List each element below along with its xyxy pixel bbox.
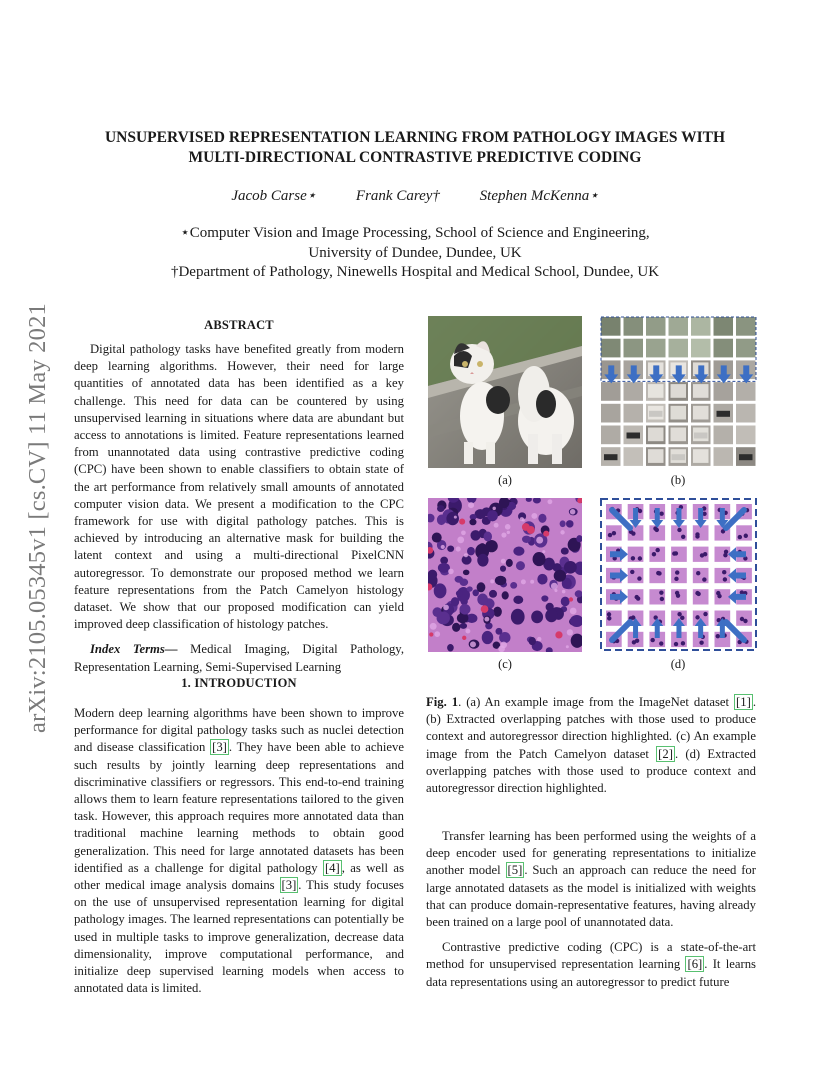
nucleus (541, 595, 548, 601)
image-patch-detail (671, 406, 687, 420)
nucleus (554, 570, 566, 582)
image-patch (601, 426, 621, 445)
cell-highlight (554, 589, 557, 592)
image-patch-detail (648, 384, 664, 398)
image-patch (714, 426, 734, 445)
cell-highlight (537, 637, 541, 641)
image-patch-detail (648, 449, 664, 463)
cell-highlight (470, 641, 476, 647)
nucleus (470, 530, 480, 540)
nucleus (502, 591, 509, 599)
nucleus (695, 532, 699, 536)
caption-part: . (b) Extracted overlapping patches with those used to produce context and autoregressor direction highlighted. (c) An example image from the Patch Camelyon dataset (426, 695, 756, 761)
red-cell (459, 519, 465, 525)
histology-patch (715, 568, 731, 583)
nucleus (716, 634, 720, 638)
nucleus (452, 623, 460, 632)
arrow-up-icon (720, 624, 725, 638)
cell-highlight (456, 547, 461, 552)
nucleus (516, 561, 525, 570)
cell-highlight (443, 605, 449, 611)
image-patch (714, 339, 734, 358)
paragraph (426, 939, 756, 991)
nucleus (608, 533, 612, 537)
nucleus (607, 612, 611, 616)
image-patch (646, 317, 666, 336)
nucleus (564, 561, 577, 574)
image-patch-detail (717, 411, 731, 417)
subfigure-label-b: (b) (670, 473, 686, 487)
nucleus (650, 638, 654, 642)
image-patch (691, 317, 711, 336)
nucleus (510, 582, 517, 589)
cell-highlight (484, 617, 489, 622)
cell-highlight (562, 590, 566, 594)
image-patch (646, 339, 666, 358)
abstract-section (74, 318, 404, 676)
cell-highlight (505, 524, 511, 530)
intro-heading: 1. INTRODUCTION (181, 676, 297, 690)
image-patch-detail (693, 449, 709, 463)
nucleus (717, 594, 721, 598)
citation-link[interactable]: [2] (658, 746, 673, 761)
author: Frank Carey† (355, 188, 440, 204)
arrow-down-icon (633, 508, 638, 522)
index-terms-text: Medical Imaging, Digital Pathology, Representation Learning, Semi-Supervised Learning (74, 642, 404, 674)
nucleus (434, 583, 447, 598)
nucleus (522, 536, 531, 543)
image-patch (714, 382, 734, 401)
nucleus (432, 532, 442, 542)
nucleus (659, 511, 663, 515)
image-patch (691, 339, 711, 358)
cell-highlight (493, 507, 496, 510)
image-patch (624, 447, 644, 466)
image-patch (669, 339, 689, 358)
arrow-up-icon (655, 624, 660, 638)
nucleus (456, 590, 463, 596)
subfigure-label-c: (c) (498, 657, 512, 671)
cell-highlight (457, 536, 464, 543)
nucleus (511, 609, 525, 625)
nucleus (674, 642, 678, 646)
histology-patch (693, 568, 709, 583)
cell-highlight (520, 517, 524, 521)
arrow-down-icon (676, 365, 682, 375)
image-patch (601, 404, 621, 423)
nucleus (635, 595, 639, 599)
nucleus (655, 528, 659, 532)
nucleus (655, 548, 659, 552)
abstract-heading: ABSTRACT (204, 318, 274, 332)
nucleus (703, 612, 707, 616)
cell-highlight (560, 530, 564, 534)
cell-highlight (430, 623, 437, 630)
nucleus (447, 545, 454, 551)
image-patch (736, 426, 756, 445)
nucleus (744, 534, 748, 538)
nucleus (700, 553, 704, 557)
nucleus (637, 576, 641, 580)
author-list (60, 186, 770, 205)
cell-highlight (507, 531, 510, 534)
nucleus (533, 552, 546, 566)
nucleus (677, 528, 681, 532)
cell-highlight (490, 579, 494, 583)
nucleus (652, 552, 656, 556)
nucleus (459, 604, 470, 615)
arxiv-stamp (18, 278, 58, 758)
nucleus (495, 628, 502, 635)
red-cell (462, 636, 466, 640)
nucleus (506, 559, 513, 567)
author: Stephen McKenna⋆ (479, 188, 599, 204)
histology-patch (671, 568, 687, 583)
arxiv-id: arXiv:2105.05345v1 [cs.CV] 11 May 2021 (24, 303, 51, 733)
arrow-down-icon (721, 365, 727, 375)
histology-patch (628, 568, 644, 583)
author: Jacob Carse⋆ (231, 188, 317, 204)
image-patch-detail (693, 406, 709, 420)
arrow-down-icon (676, 508, 681, 522)
nucleus (612, 531, 616, 535)
cell-highlight (501, 559, 506, 564)
subfigure-a-cat-image (428, 316, 582, 468)
image-patch (601, 317, 621, 336)
cell-highlight (468, 502, 474, 508)
nucleus (702, 577, 706, 581)
cell-highlight (448, 569, 454, 575)
nucleus (531, 610, 543, 623)
nucleus (638, 556, 642, 560)
nucleus (500, 565, 506, 571)
citation-link[interactable]: [4] (324, 860, 340, 875)
caption-label: Fig. 1 (426, 695, 459, 709)
nucleus (485, 540, 498, 552)
paragraph-text: Contrastive predictive coding (CPC) is a state-of-the-art method for unsupervised representation learning (426, 940, 756, 972)
cell-highlight (551, 583, 558, 590)
cell-highlight (566, 645, 569, 648)
arrow-down-icon (743, 365, 749, 375)
image-patch (601, 339, 621, 358)
affiliation-line: University of Dundee, Dundee, UK (308, 244, 522, 261)
image-patch (736, 317, 756, 336)
caption-part: . (d) Extracted overlapping patches with those used to produce context and autoregressor direction highlighted. (426, 746, 756, 796)
subfigure-b-patch-grid (600, 316, 758, 468)
intro-paragraph (74, 705, 404, 997)
cell-highlight (542, 550, 545, 553)
nucleus (699, 641, 703, 645)
citation-link[interactable]: [1] (736, 695, 751, 709)
nucleus (457, 613, 469, 623)
affiliation-line: ⋆Computer Vision and Image Processing, School of Science and Engineering, (180, 225, 650, 241)
nucleus (428, 570, 437, 580)
citation-link[interactable]: [6] (687, 957, 703, 972)
red-cell (527, 526, 535, 534)
image-patch (624, 317, 644, 336)
figure-caption (426, 694, 756, 797)
intro-text: Modern deep learning algorithms have been shown to improve performance for digital pathology tasks such as nuclei detection and disease classification (74, 706, 404, 755)
nucleus (560, 520, 566, 527)
nucleus (460, 623, 467, 629)
nucleus (695, 615, 699, 619)
image-patch-detail (648, 428, 664, 442)
image-patch-detail (671, 428, 687, 442)
nucleus (493, 607, 502, 617)
index-terms (74, 641, 404, 675)
arrow-down-icon (608, 365, 614, 375)
cell-highlight (536, 537, 543, 544)
nucleus (607, 616, 611, 620)
image-patch (624, 339, 644, 358)
image-patch (669, 317, 689, 336)
cell-highlight (494, 523, 499, 528)
image-patch (601, 382, 621, 401)
figure-1 (428, 316, 758, 676)
cell-highlight (570, 509, 576, 515)
nucleus (635, 639, 639, 643)
image-patch-detail (671, 384, 687, 398)
nucleus (561, 547, 569, 554)
red-cell (429, 632, 433, 636)
affiliations (60, 224, 770, 283)
nucleus (437, 612, 450, 625)
nucleus (723, 577, 727, 581)
caption-part: . (a) An example image from the ImageNet dataset (458, 695, 735, 709)
nucleus (477, 554, 488, 567)
image-patch (624, 404, 644, 423)
paragraph-text: . It learns data representations using an autoregressor to predict future (426, 957, 756, 989)
arrow-down-icon (698, 365, 704, 375)
nucleus (696, 571, 700, 575)
subfigure-label-d: (d) (670, 657, 686, 671)
image-patch-detail (648, 406, 664, 420)
nucleus (738, 535, 742, 539)
nucleus (675, 591, 679, 595)
nucleus (495, 576, 506, 586)
introduction-section (74, 676, 404, 997)
nucleus (538, 514, 546, 523)
red-cell (555, 631, 562, 638)
cell-highlight (531, 513, 537, 519)
cell-highlight (461, 530, 466, 535)
arrow-up-icon (676, 624, 681, 638)
intro-text: , as well as other medical image analysis domains (74, 860, 405, 893)
nucleus (447, 644, 454, 652)
nucleus (537, 574, 547, 585)
nucleus (467, 547, 475, 556)
nucleus (455, 576, 464, 583)
nucleus (659, 641, 663, 645)
nucleus (674, 577, 678, 581)
paper-title (60, 128, 770, 168)
affiliation-line: †Department of Pathology, Ninewells Hospital and Medical School, Dundee, UK (170, 264, 660, 280)
arrow-up-icon (698, 624, 703, 638)
nucleus (681, 535, 685, 539)
nucleus (529, 637, 536, 645)
citation-link[interactable]: [3] (212, 740, 227, 755)
nucleus (484, 531, 492, 541)
nucleus (513, 596, 523, 604)
nucleus (631, 556, 635, 560)
subfigure-label-a: (a) (498, 473, 512, 487)
nucleus (659, 590, 663, 594)
image-patch-detail (739, 454, 753, 460)
nucleus (722, 570, 726, 574)
cell-highlight (567, 629, 573, 635)
image-patch (736, 382, 756, 401)
nucleus (477, 594, 488, 606)
nucleus (675, 570, 679, 574)
nucleus (638, 509, 642, 513)
title-line-2: MULTI-DIRECTIONAL CONTRASTIVE PREDICTIVE CODING (188, 149, 642, 166)
cell-highlight (501, 642, 508, 649)
cell-highlight (441, 545, 445, 549)
intro-text: . This study focuses on the use of unsupervised representation learning for digital pathology images. The learned representations can potentially be used in multiple tasks to improve generalization, decrease data dimensionality, improve computational performance, and initialize deep supervised learning models when access to annotated data is limited. (74, 878, 404, 996)
nucleus (740, 617, 744, 621)
nucleus (681, 641, 685, 645)
arrow-down-icon (655, 508, 660, 522)
arrow-up-icon (633, 624, 638, 638)
cell-highlight (530, 580, 534, 584)
nucleus (469, 519, 476, 526)
paragraph-text: . Such an approach can reduce the need for large annotated datasets as the model is initialized with weights that can produce domain-representative features, having already been trained on a large pool of unannotated data. (426, 863, 756, 930)
cell-highlight (454, 516, 457, 519)
image-patch-detail (627, 433, 641, 439)
nucleus (451, 597, 459, 606)
caption-text (426, 694, 756, 797)
image-patch (714, 317, 734, 336)
nucleus (463, 570, 470, 576)
image-patch (714, 447, 734, 466)
arrow-down-icon (698, 508, 703, 522)
nucleus (660, 597, 664, 601)
nucleus (695, 591, 699, 595)
nucleus (677, 612, 681, 616)
histology-patch (736, 611, 752, 626)
abstract-text: Digital pathology tasks have benefited greatly from modern deep learning algorithms. However, their need for large quantities of annotated data has been identified as a key challenge. This need for data can be countered by using unsupervised learning in situations where data are abundant but access to annotations is limited. Feature representations learned from unannotated data using contrastive predictive coding (CPC) have been shown to enable classifiers to obtain state of the art performance from relatively small amounts of annotated computer vision data. We present a modification to the CPC framework for use with digital pathology patches. This is achieved by introducing an alternative mask for building the latent context and using a multi-directional PixelCNN autoregressor. To demonstrate our proposed method we learn feature representations from the Patch Camelyon histology dataset. We show that our proposed modification can yield improved deep classification of histology patches. (74, 342, 404, 632)
image-patch-detail (693, 384, 709, 398)
nucleus (566, 520, 573, 528)
nucleus (723, 553, 727, 557)
right-column-body (426, 828, 756, 991)
nucleus (561, 597, 570, 607)
nucleus (446, 512, 459, 525)
citation-link[interactable]: [3] (281, 878, 297, 893)
nucleus (437, 505, 444, 512)
citation-link[interactable]: [5] (507, 863, 523, 878)
nucleus (477, 582, 486, 592)
cell-highlight (521, 579, 526, 584)
image-patch (624, 382, 644, 401)
paragraph (426, 828, 756, 931)
nucleus (467, 586, 473, 591)
red-cell (569, 597, 573, 601)
title-line-1: UNSUPERVISED REPRESENTATION LEARNING FROM PATHOLOGY IMAGES WITH (104, 129, 726, 146)
red-cell (481, 605, 489, 613)
nucleus (545, 609, 557, 622)
nucleus (630, 570, 634, 574)
nucleus (482, 631, 494, 644)
cell-highlight (501, 532, 506, 537)
histology-patch (649, 568, 665, 583)
red-cell (543, 531, 549, 537)
cell-highlight (570, 608, 577, 615)
histology-patch (693, 589, 709, 604)
arrow-down-icon (631, 365, 637, 375)
index-terms-label: Index Terms— (90, 642, 178, 657)
nucleus (680, 616, 684, 620)
nucleus (489, 590, 497, 598)
nucleus (672, 551, 676, 555)
intro-text: . They have been able to achieve such results by jointly learning deep representations and discriminative classifiers or regressors. This end-to-end training allows them to learn feature representations tailored to the given task. However, this approach requires more annotated data than traditional machine learning methods to obtain good generalization. This need for large annotated datasets has been identified as a challenge for digital pathology (74, 740, 404, 875)
cell-highlight (464, 553, 468, 557)
histology-patch (715, 547, 731, 562)
image-patch-detail (693, 428, 709, 442)
subfigure-c-histology-image (428, 498, 582, 652)
nucleus (487, 510, 498, 521)
cell-highlight (434, 631, 440, 637)
paragraph-text: Transfer learning has been performed using the weights of a deep encoder used for generating representations to initialize another model (426, 829, 756, 878)
arrow-down-icon (653, 365, 659, 375)
image-patch-detail (604, 454, 618, 460)
cell-highlight (465, 629, 470, 634)
subfigure-d-patch-grid (600, 498, 758, 652)
nucleus (657, 571, 661, 575)
nucleus (513, 547, 524, 556)
image-patch-detail (671, 449, 687, 463)
cell-highlight (547, 499, 552, 504)
arrow-down-icon (720, 508, 725, 522)
image-patch (736, 404, 756, 423)
image-patch (736, 339, 756, 358)
